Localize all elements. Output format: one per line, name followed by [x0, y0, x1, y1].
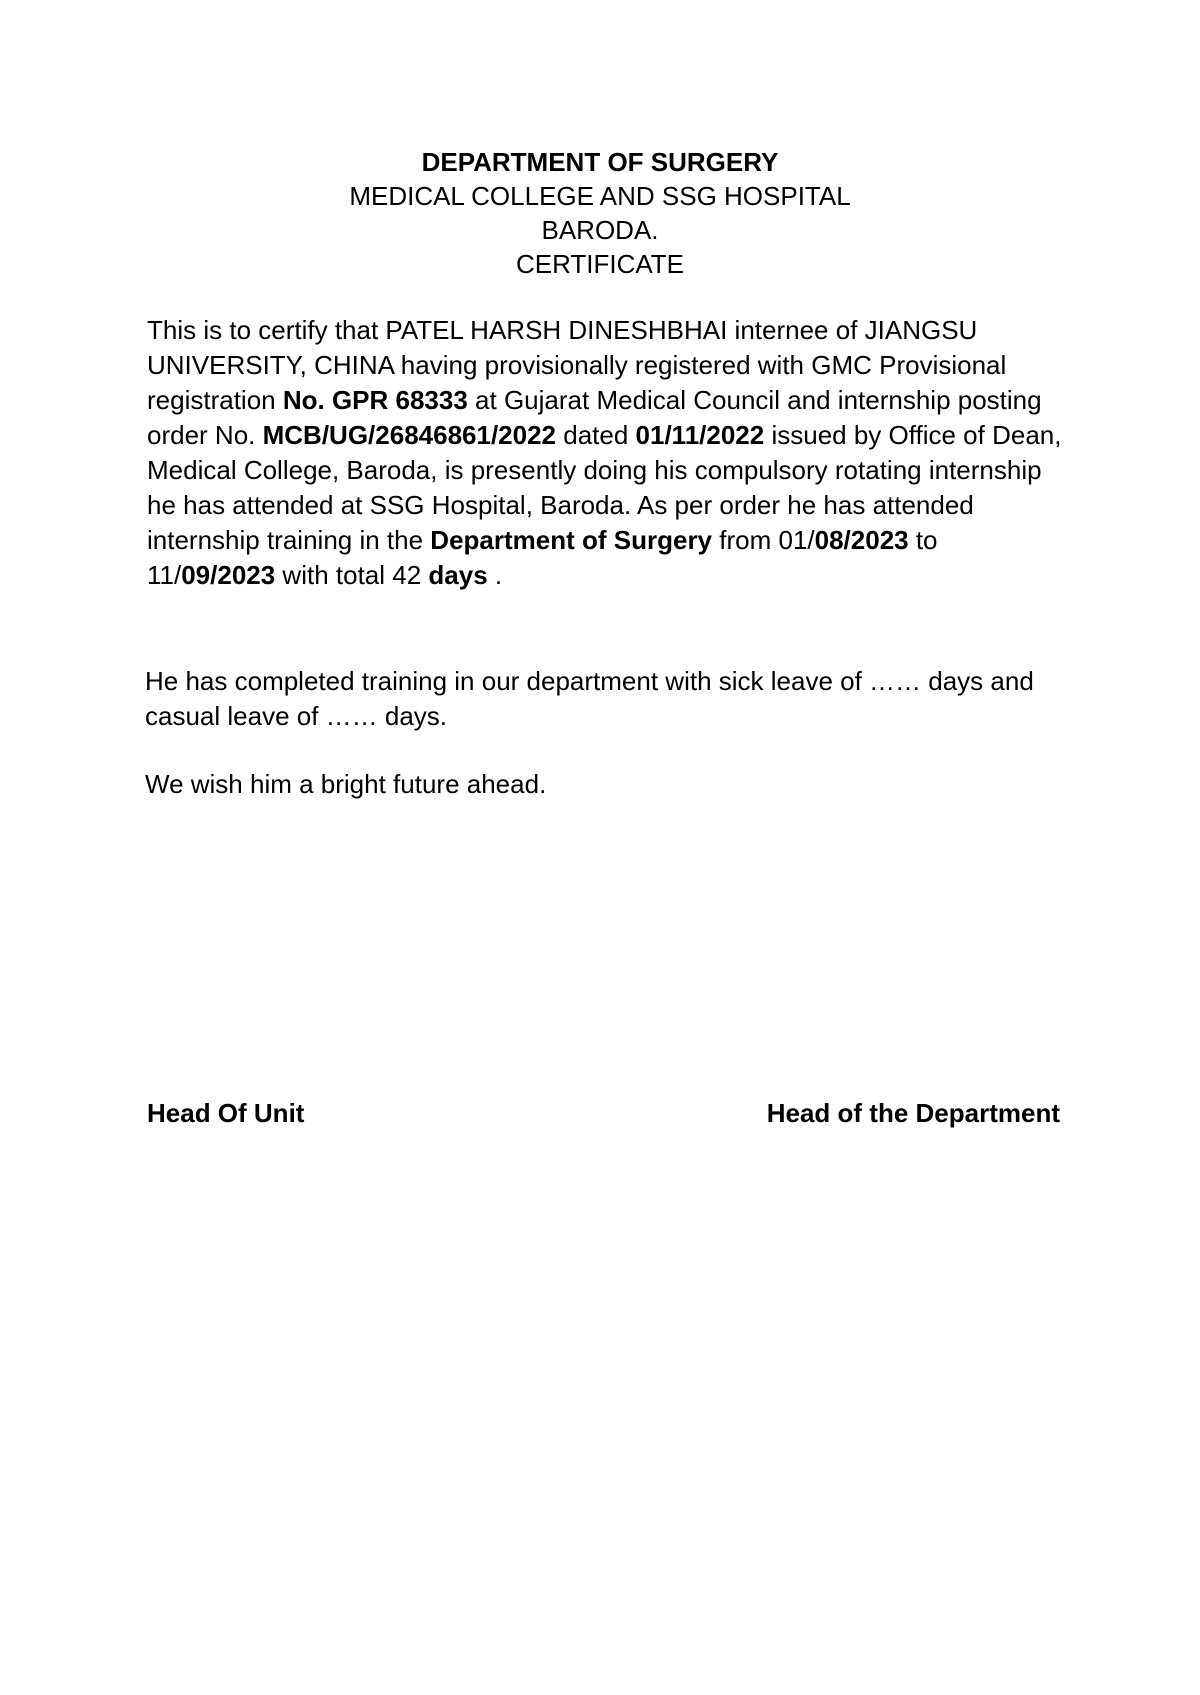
certification-paragraph [147, 313, 1067, 593]
wishes-paragraph: We wish him a bright future ahead. [145, 769, 547, 799]
para1-text-6: to 11/ [147, 525, 938, 590]
from-date: 08/2023 [814, 525, 909, 555]
para1-text-1: This is to certify that PATEL HARSH DINESHBHAI internee of JIANGSU UNIVERSITY, CHINA having provisionally registered with GMC Provisional registration [147, 315, 1007, 415]
para1-text-4: issued by Office of Dean, Medical College, Baroda, is presently doing his compulsory rotating internship he has attended at SSG Hospital, Baroda. As per order he has attended internship training in the [147, 420, 1062, 555]
order-number: MCB/UG/26846861/2022 [262, 420, 557, 450]
certificate-header [0, 145, 1200, 281]
leave-paragraph: He has completed training in our department with sick leave of …… days and casual leave of …… days. [145, 666, 1034, 731]
order-date: 01/11/2022 [635, 420, 765, 450]
city-name: BARODA. [541, 215, 659, 245]
head-of-department-signature: Head of the Department [766, 1098, 1060, 1128]
head-of-unit-signature: Head Of Unit [147, 1098, 305, 1128]
days-label: days [428, 560, 488, 590]
para1-text-5: from 01/ [712, 525, 815, 555]
to-date: 09/2023 [181, 560, 276, 590]
para1-text-2: at Gujarat Medical Council and internship posting order No. [147, 385, 1042, 450]
registration-number: No. GPR 68333 [282, 385, 468, 415]
para1-text-7: with total 42 [275, 560, 429, 590]
department-name: Department of Surgery [430, 525, 713, 555]
para1-text-8: . [487, 560, 503, 590]
para1-text-3: dated [556, 420, 636, 450]
department-heading: DEPARTMENT OF SURGERY [421, 147, 779, 177]
certificate-title: CERTIFICATE [515, 249, 685, 279]
institution-name: MEDICAL COLLEGE AND SSG HOSPITAL [349, 181, 851, 211]
